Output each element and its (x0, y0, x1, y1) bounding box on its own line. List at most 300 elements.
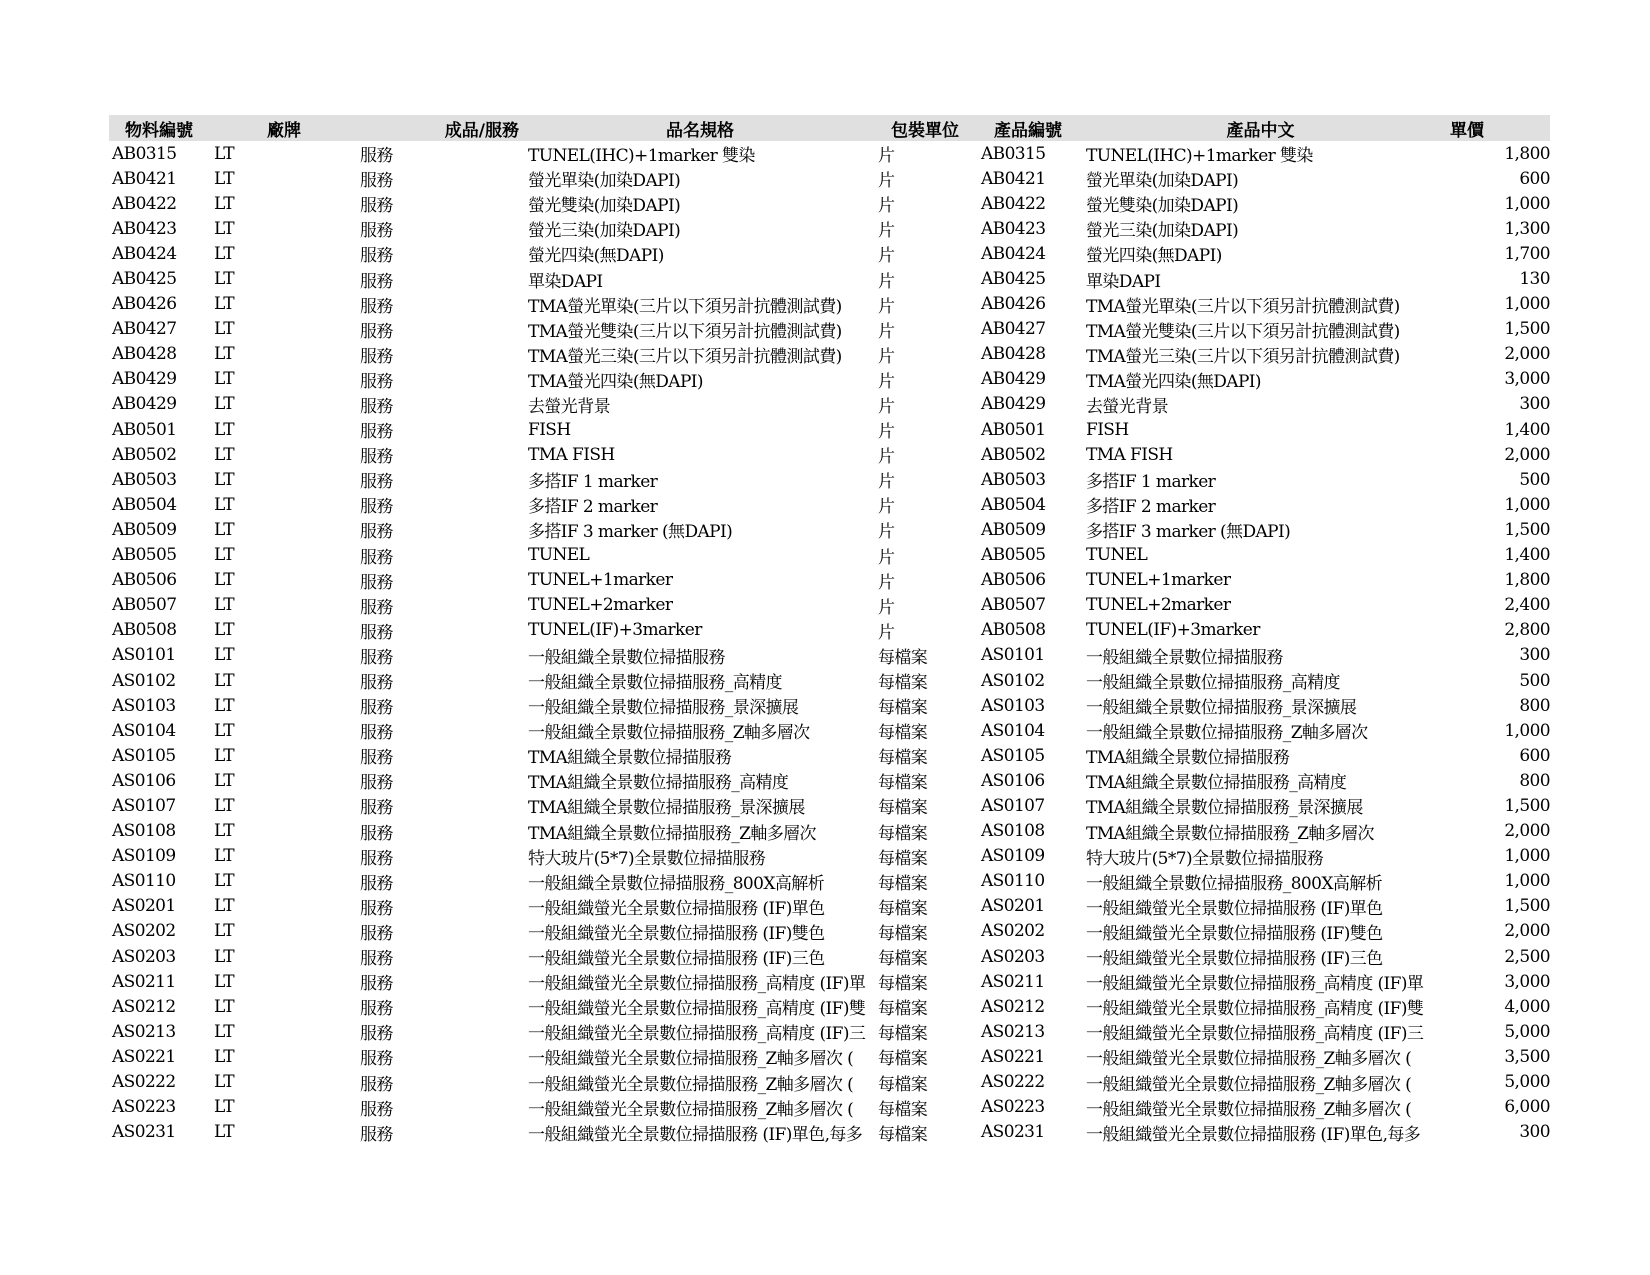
cell-unit-price: 1,400 (1504, 419, 1550, 440)
cell-material-code: AB0426 (112, 294, 177, 315)
cell-brand: LT (214, 946, 235, 967)
cell-pack-unit: 每檔案 (878, 723, 928, 744)
cell-spec: TMA FISH (528, 444, 615, 465)
cell-product-code: AS0110 (981, 871, 1045, 892)
cell-brand: LT (214, 469, 235, 490)
cell-material-code: AS0101 (112, 645, 176, 666)
cell-product-chinese: 一般組織全景數位掃描服務_高精度 (1086, 673, 1340, 694)
table-row (109, 743, 1550, 768)
cell-material-code: AS0211 (112, 971, 176, 992)
table-row (109, 241, 1550, 266)
cell-material-code: AB0429 (112, 394, 177, 415)
cell-product-code: AB0508 (981, 620, 1046, 641)
cell-brand: LT (214, 871, 235, 892)
cell-pack-unit: 片 (878, 196, 895, 217)
cell-product-chinese: 特大玻片(5*7)全景數位掃描服務 (1086, 848, 1324, 869)
cell-brand: LT (214, 695, 235, 716)
cell-product-service: 服務 (360, 497, 393, 518)
cell-brand: LT (214, 795, 235, 816)
table-row (109, 919, 1550, 944)
cell-pack-unit: 片 (878, 346, 895, 367)
cell-product-service: 服務 (360, 522, 393, 543)
header-brand: 廠牌 (211, 115, 357, 141)
cell-product-code: AS0108 (981, 821, 1045, 842)
cell-brand: LT (214, 821, 235, 842)
cell-spec: TMA組織全景數位掃描服務_高精度 (528, 773, 789, 794)
cell-material-code: AS0222 (112, 1072, 176, 1093)
cell-unit-price: 800 (1519, 695, 1550, 716)
cell-pack-unit: 每檔案 (878, 949, 928, 970)
cell-brand: LT (214, 1046, 235, 1067)
table-row (109, 417, 1550, 442)
cell-product-service: 服務 (360, 1074, 393, 1095)
cell-spec: FISH (528, 419, 571, 440)
cell-product-code: AB0502 (981, 444, 1046, 465)
cell-spec: TUNEL (528, 545, 590, 566)
cell-product-service: 服務 (360, 472, 393, 493)
cell-product-service: 服務 (360, 1024, 393, 1045)
price-sheet (109, 115, 1550, 1145)
cell-pack-unit: 片 (878, 497, 895, 518)
table-row (109, 1069, 1550, 1094)
table-row (109, 593, 1550, 618)
cell-product-chinese: 一般組織螢光全景數位掃描服務 (IF)單色 (1086, 898, 1383, 919)
cell-product-code: AS0109 (981, 846, 1045, 867)
cell-product-chinese: TMA組織全景數位掃描服務 (1086, 748, 1290, 769)
cell-spec: TUNEL(IF)+3marker (528, 620, 702, 641)
cell-product-service: 服務 (360, 698, 393, 719)
cell-brand: LT (214, 269, 235, 290)
cell-brand: LT (214, 670, 235, 691)
cell-product-code: AS0212 (981, 996, 1045, 1017)
cell-product-chinese: TUNEL(IF)+3marker (1086, 620, 1260, 641)
header-material-code: 物料編號 (109, 115, 211, 141)
cell-material-code: AB0504 (112, 494, 177, 515)
cell-product-service: 服務 (360, 949, 393, 970)
cell-product-service: 服務 (360, 346, 393, 367)
cell-product-code: AB0504 (981, 494, 1046, 515)
cell-pack-unit: 每檔案 (878, 1024, 928, 1045)
cell-product-service: 服務 (360, 271, 393, 292)
cell-pack-unit: 片 (878, 547, 895, 568)
cell-unit-price: 5,000 (1504, 1021, 1550, 1042)
header-spec: 品名規格 (525, 115, 875, 141)
cell-product-service: 服務 (360, 873, 393, 894)
header-pack-unit: 包裝單位 (875, 115, 978, 141)
cell-unit-price: 1,700 (1504, 243, 1550, 264)
cell-material-code: AS0107 (112, 795, 176, 816)
cell-brand: LT (214, 1122, 235, 1143)
cell-pack-unit: 每檔案 (878, 1049, 928, 1070)
cell-brand: LT (214, 168, 235, 189)
cell-brand: LT (214, 143, 235, 164)
cell-unit-price: 1,500 (1504, 319, 1550, 340)
table-row (109, 768, 1550, 793)
cell-product-code: AS0103 (981, 695, 1045, 716)
cell-pack-unit: 每檔案 (878, 974, 928, 995)
cell-product-chinese: 螢光三染(加染DAPI) (1086, 221, 1239, 242)
cell-material-code: AS0223 (112, 1097, 176, 1118)
table-row (109, 618, 1550, 643)
cell-spec: TMA螢光三染(三片以下須另計抗體測試費) (528, 346, 842, 367)
cell-product-code: AB0426 (981, 294, 1046, 315)
cell-product-code: AS0106 (981, 770, 1045, 791)
cell-brand: LT (214, 595, 235, 616)
cell-brand: LT (214, 1072, 235, 1093)
cell-material-code: AB0422 (112, 193, 177, 214)
cell-product-code: AB0505 (981, 545, 1046, 566)
cell-product-chinese: 螢光雙染(加染DAPI) (1086, 196, 1239, 217)
cell-unit-price: 4,000 (1504, 996, 1550, 1017)
cell-material-code: AS0203 (112, 946, 176, 967)
cell-product-code: AS0105 (981, 745, 1045, 766)
table-row (109, 944, 1550, 969)
cell-unit-price: 1,000 (1504, 720, 1550, 741)
cell-product-chinese: 一般組織全景數位掃描服務_景深擴展 (1086, 698, 1357, 719)
cell-product-chinese: FISH (1086, 419, 1129, 440)
cell-brand: LT (214, 996, 235, 1017)
cell-unit-price: 2,400 (1504, 595, 1550, 616)
cell-pack-unit: 片 (878, 447, 895, 468)
cell-brand: LT (214, 896, 235, 917)
cell-brand: LT (214, 494, 235, 515)
cell-brand: LT (214, 419, 235, 440)
cell-pack-unit: 每檔案 (878, 647, 928, 668)
cell-pack-unit: 片 (878, 396, 895, 417)
cell-brand: LT (214, 519, 235, 540)
cell-spec: TMA螢光雙染(三片以下須另計抗體測試費) (528, 321, 842, 342)
cell-product-code: AB0315 (981, 143, 1046, 164)
cell-material-code: AB0501 (112, 419, 177, 440)
cell-material-code: AS0106 (112, 770, 176, 791)
cell-product-code: AS0223 (981, 1097, 1045, 1118)
cell-product-code: AB0423 (981, 218, 1046, 239)
cell-brand: LT (214, 218, 235, 239)
cell-product-code: AB0429 (981, 394, 1046, 415)
cell-product-code: AB0509 (981, 519, 1046, 540)
cell-spec: 螢光雙染(加染DAPI) (528, 196, 681, 217)
cell-pack-unit: 片 (878, 472, 895, 493)
cell-unit-price: 1,800 (1504, 143, 1550, 164)
cell-brand: LT (214, 645, 235, 666)
cell-unit-price: 600 (1519, 745, 1550, 766)
cell-spec: 一般組織全景數位掃描服務 (528, 647, 725, 668)
table-row (109, 517, 1550, 542)
cell-material-code: AB0507 (112, 595, 177, 616)
cell-product-chinese: TMA螢光單染(三片以下須另計抗體測試費) (1086, 296, 1400, 317)
cell-product-chinese: 多搭IF 1 marker (1086, 472, 1216, 493)
table-row (109, 844, 1550, 869)
cell-product-code: AS0102 (981, 670, 1045, 691)
cell-product-code: AS0202 (981, 921, 1045, 942)
cell-pack-unit: 片 (878, 271, 895, 292)
cell-material-code: AB0508 (112, 620, 177, 641)
cell-unit-price: 800 (1519, 770, 1550, 791)
cell-product-chinese: TUNEL (1086, 545, 1148, 566)
cell-product-service: 服務 (360, 898, 393, 919)
cell-product-chinese: 一般組織全景數位掃描服務 (1086, 647, 1283, 668)
cell-material-code: AB0315 (112, 143, 177, 164)
cell-spec: 多搭IF 1 marker (528, 472, 658, 493)
cell-spec: 一般組織螢光全景數位掃描服務 (IF)單色 (528, 898, 825, 919)
cell-product-chinese: TMA螢光三染(三片以下須另計抗體測試費) (1086, 346, 1400, 367)
cell-pack-unit: 片 (878, 522, 895, 543)
cell-product-chinese: 一般組織全景數位掃描服務_800X高解析 (1086, 873, 1383, 894)
cell-material-code: AS0105 (112, 745, 176, 766)
cell-product-service: 服務 (360, 597, 393, 618)
table-row (109, 869, 1550, 894)
cell-spec: 一般組織全景數位掃描服務_Z軸多層次 (528, 723, 810, 744)
cell-unit-price: 2,800 (1504, 620, 1550, 641)
cell-product-service: 服務 (360, 823, 393, 844)
cell-product-chinese: 多搭IF 3 marker (無DAPI) (1086, 522, 1291, 543)
cell-brand: LT (214, 620, 235, 641)
cell-pack-unit: 每檔案 (878, 898, 928, 919)
cell-product-chinese: 一般組織螢光全景數位掃描服務 (IF)單色,每多 (1086, 1124, 1421, 1145)
cell-product-service: 服務 (360, 296, 393, 317)
cell-unit-price: 300 (1519, 645, 1550, 666)
cell-spec: 一般組織螢光全景數位掃描服務_高精度 (IF)單 (528, 974, 866, 995)
cell-product-code: AS0107 (981, 795, 1045, 816)
cell-material-code: AB0427 (112, 319, 177, 340)
cell-brand: LT (214, 846, 235, 867)
cell-product-chinese: TMA組織全景數位掃描服務_Z軸多層次 (1086, 823, 1374, 844)
cell-material-code: AB0421 (112, 168, 177, 189)
cell-product-chinese: 一般組織螢光全景數位掃描服務_高精度 (IF)單 (1086, 974, 1424, 995)
cell-material-code: AS0110 (112, 871, 176, 892)
cell-product-service: 服務 (360, 974, 393, 995)
cell-unit-price: 500 (1519, 670, 1550, 691)
cell-product-service: 服務 (360, 647, 393, 668)
cell-spec: TMA螢光單染(三片以下須另計抗體測試費) (528, 296, 842, 317)
table-row (109, 543, 1550, 568)
cell-product-chinese: 一般組織螢光全景數位掃描服務_Z軸多層次 ( (1086, 1049, 1412, 1070)
cell-material-code: AS0202 (112, 921, 176, 942)
cell-spec: 螢光單染(加染DAPI) (528, 171, 681, 192)
table-row (109, 166, 1550, 191)
table-row (109, 969, 1550, 994)
cell-product-service: 服務 (360, 923, 393, 944)
cell-pack-unit: 每檔案 (878, 773, 928, 794)
cell-product-service: 服務 (360, 1049, 393, 1070)
cell-product-chinese: TUNEL+1marker (1086, 570, 1231, 591)
cell-product-service: 服務 (360, 196, 393, 217)
table-row (109, 317, 1550, 342)
cell-pack-unit: 片 (878, 171, 895, 192)
cell-product-chinese: TUNEL+2marker (1086, 595, 1231, 616)
cell-pack-unit: 片 (878, 296, 895, 317)
cell-pack-unit: 每檔案 (878, 1099, 928, 1120)
cell-product-service: 服務 (360, 321, 393, 342)
cell-pack-unit: 每檔案 (878, 798, 928, 819)
cell-unit-price: 2,000 (1504, 444, 1550, 465)
cell-brand: LT (214, 344, 235, 365)
cell-product-code: AS0213 (981, 1021, 1045, 1042)
cell-product-service: 服務 (360, 572, 393, 593)
cell-pack-unit: 每檔案 (878, 823, 928, 844)
cell-spec: 一般組織螢光全景數位掃描服務 (IF)三色 (528, 949, 825, 970)
cell-unit-price: 1,500 (1504, 896, 1550, 917)
table-row (109, 266, 1550, 291)
cell-product-chinese: 一般組織螢光全景數位掃描服務 (IF)三色 (1086, 949, 1383, 970)
cell-brand: LT (214, 294, 235, 315)
cell-product-code: AS0211 (981, 971, 1045, 992)
cell-unit-price: 2,000 (1504, 344, 1550, 365)
cell-pack-unit: 每檔案 (878, 1074, 928, 1095)
cell-pack-unit: 每檔案 (878, 873, 928, 894)
cell-spec: TMA組織全景數位掃描服務 (528, 748, 732, 769)
cell-product-service: 服務 (360, 673, 393, 694)
cell-product-code: AB0428 (981, 344, 1046, 365)
cell-product-service: 服務 (360, 748, 393, 769)
table-row (109, 668, 1550, 693)
cell-spec: 多搭IF 2 marker (528, 497, 658, 518)
cell-product-chinese: TUNEL(IHC)+1marker 雙染 (1086, 146, 1313, 167)
cell-unit-price: 3,000 (1504, 971, 1550, 992)
cell-material-code: AS0213 (112, 1021, 176, 1042)
cell-spec: 螢光三染(加染DAPI) (528, 221, 681, 242)
cell-unit-price: 1,000 (1504, 494, 1550, 515)
cell-material-code: AB0423 (112, 218, 177, 239)
header-unit-price: 單價 (1438, 115, 1550, 141)
table-row (109, 367, 1550, 392)
cell-unit-price: 3,500 (1504, 1046, 1550, 1067)
cell-unit-price: 6,000 (1504, 1097, 1550, 1118)
cell-product-chinese: 一般組織螢光全景數位掃描服務 (IF)雙色 (1086, 923, 1383, 944)
cell-brand: LT (214, 971, 235, 992)
table-row (109, 819, 1550, 844)
cell-pack-unit: 片 (878, 321, 895, 342)
cell-product-code: AS0201 (981, 896, 1045, 917)
cell-product-code: AB0506 (981, 570, 1046, 591)
cell-material-code: AS0108 (112, 821, 176, 842)
cell-unit-price: 500 (1519, 469, 1550, 490)
cell-product-chinese: 一般組織螢光全景數位掃描服務_高精度 (IF)雙 (1086, 999, 1424, 1020)
header-product-code: 產品編號 (978, 115, 1083, 141)
cell-brand: LT (214, 770, 235, 791)
cell-material-code: AB0428 (112, 344, 177, 365)
cell-brand: LT (214, 570, 235, 591)
cell-brand: LT (214, 444, 235, 465)
cell-unit-price: 5,000 (1504, 1072, 1550, 1093)
header-product-service: 成品/服務 (357, 115, 525, 141)
cell-pack-unit: 每檔案 (878, 923, 928, 944)
table-row (109, 216, 1550, 241)
cell-product-chinese: 螢光單染(加染DAPI) (1086, 171, 1239, 192)
cell-unit-price: 2,000 (1504, 821, 1550, 842)
cell-unit-price: 3,000 (1504, 369, 1550, 390)
cell-unit-price: 2,500 (1504, 946, 1550, 967)
cell-material-code: AS0221 (112, 1046, 176, 1067)
cell-pack-unit: 每檔案 (878, 848, 928, 869)
cell-pack-unit: 每檔案 (878, 673, 928, 694)
cell-brand: LT (214, 193, 235, 214)
cell-brand: LT (214, 720, 235, 741)
cell-product-code: AB0503 (981, 469, 1046, 490)
cell-product-service: 服務 (360, 371, 393, 392)
cell-spec: 一般組織螢光全景數位掃描服務_高精度 (IF)雙 (528, 999, 866, 1020)
cell-product-service: 服務 (360, 221, 393, 242)
cell-product-service: 服務 (360, 422, 393, 443)
cell-product-chinese: 多搭IF 2 marker (1086, 497, 1216, 518)
cell-product-code: AS0203 (981, 946, 1045, 967)
cell-product-chinese: TMA螢光雙染(三片以下須另計抗體測試費) (1086, 321, 1400, 342)
cell-pack-unit: 片 (878, 246, 895, 267)
cell-pack-unit: 每檔案 (878, 698, 928, 719)
table-row (109, 1044, 1550, 1069)
cell-spec: 多搭IF 3 marker (無DAPI) (528, 522, 733, 543)
cell-spec: TUNEL+2marker (528, 595, 673, 616)
table-row (109, 492, 1550, 517)
cell-product-service: 服務 (360, 773, 393, 794)
cell-spec: 螢光四染(無DAPI) (528, 246, 664, 267)
cell-material-code: AB0503 (112, 469, 177, 490)
cell-product-service: 服務 (360, 999, 393, 1020)
cell-product-code: AB0424 (981, 243, 1046, 264)
cell-brand: LT (214, 1097, 235, 1118)
cell-product-code: AS0104 (981, 720, 1045, 741)
cell-spec: 去螢光背景 (528, 396, 610, 417)
cell-product-chinese: 一般組織螢光全景數位掃描服務_Z軸多層次 ( (1086, 1074, 1412, 1095)
cell-pack-unit: 片 (878, 146, 895, 167)
cell-product-chinese: TMA組織全景數位掃描服務_高精度 (1086, 773, 1347, 794)
table-row (109, 1095, 1550, 1120)
table-row (109, 141, 1550, 166)
cell-product-chinese: 單染DAPI (1086, 271, 1161, 292)
cell-pack-unit: 片 (878, 572, 895, 593)
cell-material-code: AB0506 (112, 570, 177, 591)
cell-unit-price: 1,000 (1504, 193, 1550, 214)
cell-material-code: AS0102 (112, 670, 176, 691)
cell-product-code: AB0421 (981, 168, 1046, 189)
cell-product-service: 服務 (360, 447, 393, 468)
table-row (109, 392, 1550, 417)
cell-product-service: 服務 (360, 622, 393, 643)
cell-product-code: AB0501 (981, 419, 1046, 440)
cell-brand: LT (214, 745, 235, 766)
cell-product-service: 服務 (360, 246, 393, 267)
cell-material-code: AB0425 (112, 269, 177, 290)
cell-unit-price: 1,500 (1504, 519, 1550, 540)
cell-material-code: AS0231 (112, 1122, 176, 1143)
cell-product-service: 服務 (360, 798, 393, 819)
cell-product-chinese: 去螢光背景 (1086, 396, 1168, 417)
cell-unit-price: 300 (1519, 394, 1550, 415)
cell-brand: LT (214, 394, 235, 415)
cell-material-code: AB0502 (112, 444, 177, 465)
cell-material-code: AB0509 (112, 519, 177, 540)
cell-product-service: 服務 (360, 547, 393, 568)
cell-brand: LT (214, 319, 235, 340)
cell-material-code: AB0424 (112, 243, 177, 264)
cell-product-code: AB0422 (981, 193, 1046, 214)
cell-spec: 一般組織螢光全景數位掃描服務_Z軸多層次 ( (528, 1049, 854, 1070)
cell-unit-price: 1,300 (1504, 218, 1550, 239)
cell-brand: LT (214, 369, 235, 390)
cell-material-code: AB0505 (112, 545, 177, 566)
table-row (109, 292, 1550, 317)
table-row (109, 718, 1550, 743)
cell-material-code: AS0201 (112, 896, 176, 917)
cell-spec: TMA螢光四染(無DAPI) (528, 371, 703, 392)
cell-pack-unit: 片 (878, 422, 895, 443)
cell-spec: 一般組織螢光全景數位掃描服務 (IF)單色,每多 (528, 1124, 863, 1145)
table-row (109, 342, 1550, 367)
cell-spec: 一般組織全景數位掃描服務_景深擴展 (528, 698, 799, 719)
cell-brand: LT (214, 921, 235, 942)
cell-pack-unit: 片 (878, 371, 895, 392)
cell-unit-price: 130 (1519, 269, 1550, 290)
